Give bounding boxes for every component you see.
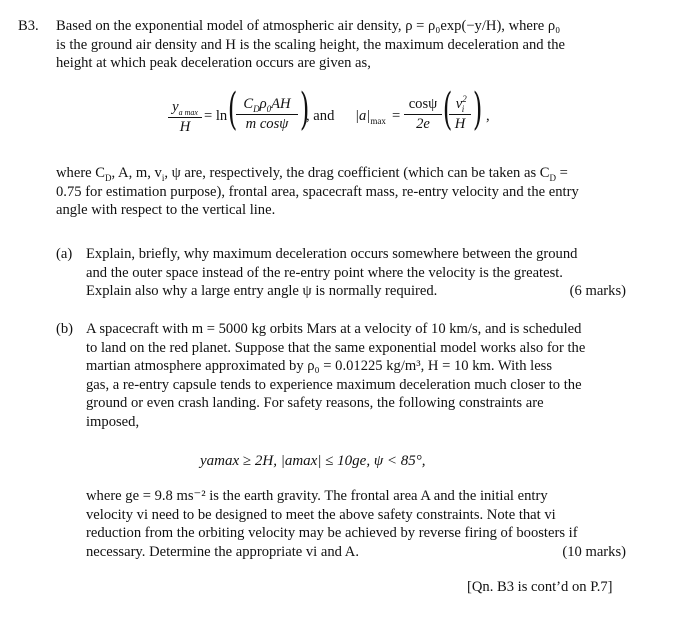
v-numerator: v: [455, 96, 463, 112]
lhs-numerator: y: [172, 99, 179, 115]
part-a-line-1: Explain, briefly, why maximum deceleration occurs somewhere between the ground: [86, 246, 578, 262]
velocity-fraction: [449, 95, 471, 133]
question-number: B3.: [18, 18, 39, 34]
part-b-line-2: to land on the red planet. Suppose that the same exponential model works also for the: [86, 339, 586, 356]
lhs-fraction: [168, 98, 202, 136]
continued-note: [Qn. B3 is cont’d on P.7]: [467, 579, 613, 595]
rhs-equals: =: [392, 108, 401, 124]
rhs-denominator: 2e: [416, 115, 430, 132]
part-a-line-2: and the outer space instead of the re-entry point where the velocity is the greatest.: [86, 264, 563, 281]
ln-num-c: C: [243, 96, 254, 112]
intro-line-3: height at which peak deceleration occurs are given as,: [56, 55, 371, 71]
amax-label: $|a|_{max}$: [355, 108, 386, 126]
part-b-marks: (10 marks): [562, 543, 626, 560]
part-b-line-5: ground or even crash landing. For safety reasons, the following constraints are: [86, 395, 544, 411]
ln-num-rho: ρ: [259, 96, 267, 112]
question-intro: [56, 17, 628, 73]
connector-and: , and: [306, 108, 335, 124]
formula-trailing-comma: ,: [486, 108, 490, 124]
formula: [0, 84, 687, 148]
paren-open-1: (: [227, 84, 238, 135]
v-numerator-sub: i: [461, 103, 465, 114]
v-numerator-sup: 2: [462, 94, 467, 105]
part-b-after-line-4: necessary. Determine the appropriate vi and A. (10 marks): [86, 543, 626, 560]
lhs-numerator-sub: a max: [178, 107, 198, 117]
where-line-2: 0.75 for estimation purpose), frontal area, spacecraft mass, re-entry velocity and the entry: [56, 183, 579, 200]
intro-line-1: Based on the exponential model of atmospheric air density, ρ = ρ₀exp(−y/H), where ρ₀: [56, 18, 561, 34]
ln-num-sub-d: D: [253, 103, 260, 114]
amax-sub: max: [370, 115, 386, 126]
rhs-numerator: cosψ: [404, 95, 442, 115]
where-line-1: where $C_D$, A, m, $v_i$, ψ are, respectively, the drag coefficient (which can be taken as $C_D$ =: [56, 165, 568, 183]
rhs-fraction: [404, 95, 442, 133]
part-b-after-line-3: reduction from the orbiting velocity may be achieved by reverse firing of boosters if: [86, 525, 578, 541]
where-line-3: angle with respect to the vertical line.: [56, 202, 276, 218]
part-b-text: [86, 320, 626, 431]
paren-open-2: (: [442, 84, 453, 135]
part-b-label: (b): [56, 321, 74, 337]
intro-line-2: is the ground air density and H is the scaling height, the maximum deceleration and the: [56, 36, 566, 53]
constraints-equation: yamax ≥ 2H, |amax| ≤ 10ge, ψ < 85°,: [200, 453, 426, 469]
part-b-after-line-1: where ge = 9.8 ms⁻² is the earth gravity. The frontal area A and the initial entry: [86, 488, 548, 504]
part-b-line-3: martian atmosphere approximated by ρ₀ = 0.01225 kg/m³, H = 10 km. With less: [86, 358, 553, 374]
part-b-line-4: gas, a re-entry capsule tends to experience maximum deceleration much closer to the: [86, 376, 582, 393]
part-b-after-line-2: velocity vi need to be designed to meet the above safety constraints. Note that vi: [86, 506, 556, 523]
paren-close-1: ): [299, 84, 310, 135]
part-a-text: [86, 245, 626, 301]
part-b-line-1: A spacecraft with m = 5000 kg orbits Mars at a velocity of 10 km/s, and is scheduled: [86, 321, 582, 337]
lhs-denominator: H: [179, 118, 191, 135]
ln-fraction: [236, 95, 298, 133]
where-paragraph: [56, 164, 628, 220]
v-denominator: H: [454, 115, 466, 132]
equals-ln: = ln: [204, 108, 228, 124]
paren-close-2: ): [472, 84, 483, 135]
part-b-line-6: imposed,: [86, 413, 140, 430]
ln-denominator: m cosψ: [245, 115, 289, 132]
part-a-label: (a): [56, 246, 73, 262]
part-a-line-3: Explain also why a large entry angle ψ is normally required. (6 marks): [86, 283, 626, 299]
part-a-marks: (6 marks): [569, 283, 626, 299]
ln-num-ah: AH: [271, 96, 291, 112]
ln-num-sub-0: 0: [266, 103, 272, 114]
part-b-conclusion: [86, 487, 626, 561]
